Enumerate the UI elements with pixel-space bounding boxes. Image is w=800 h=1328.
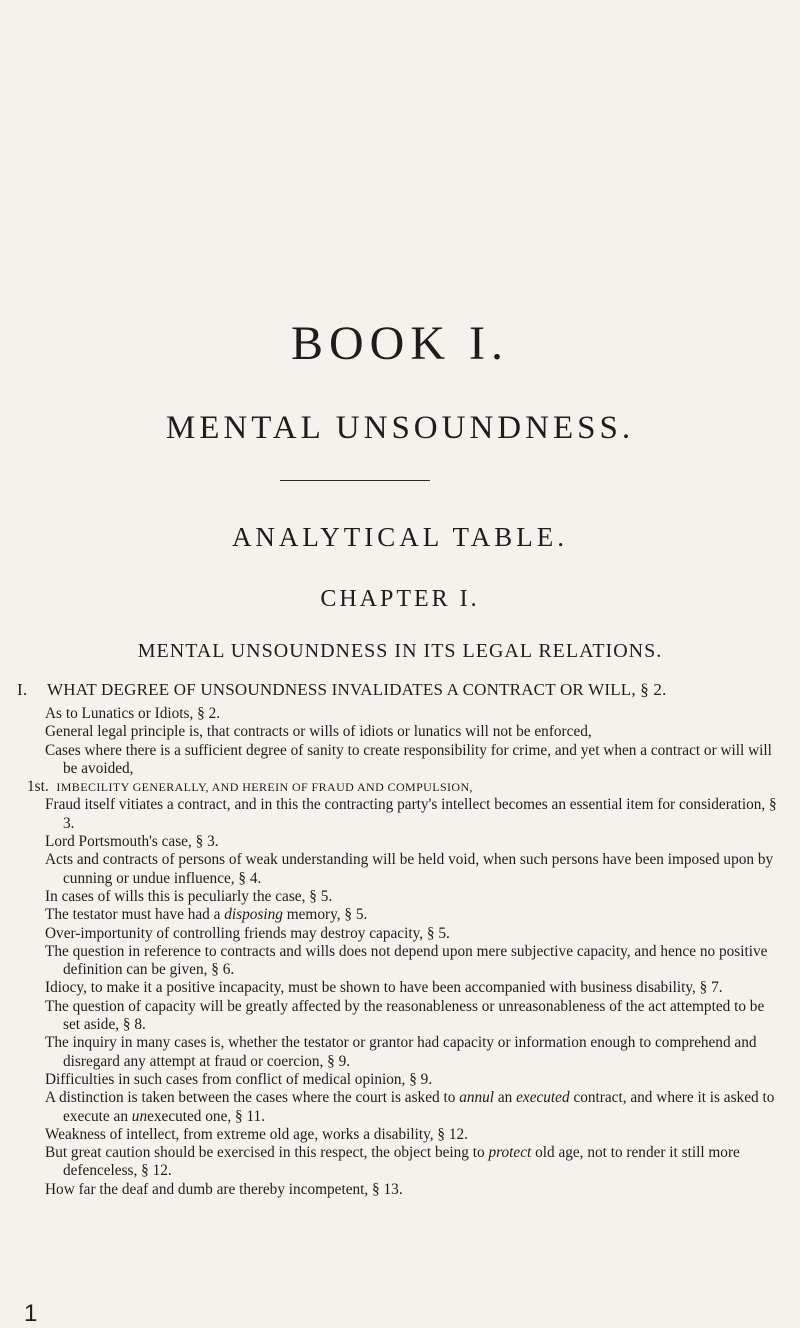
entry: Over-importunity of controlling friends may destroy capacity, § 5. <box>45 924 450 942</box>
entry: General legal principle is, that contracts or wills of idiots or lunatics will not be enforced, <box>45 723 592 741</box>
entry-list <box>27 705 785 1199</box>
page-number: 1 <box>24 1300 38 1327</box>
entry-subheading <box>27 778 785 796</box>
entry <box>45 1089 785 1126</box>
book-title: BOOK I. <box>291 317 509 370</box>
entry-text: an <box>494 1089 517 1107</box>
entry-text: A distinction is taken between the cases where the court is asked to <box>45 1089 460 1107</box>
entry-text: The testator must have had a <box>45 906 225 924</box>
entry-emphasis: annul <box>459 1089 495 1107</box>
entry: Weakness of intellect, from extreme old age, works a disability, § 12. <box>45 1125 468 1143</box>
entry-text: executed one, § 11. <box>147 1107 266 1125</box>
section-heading <box>17 680 777 700</box>
entry: Acts and contracts of persons of weak understanding will be held void, when such persons have been imposed upon by cunning or undue influence, § 4. <box>45 851 774 887</box>
entry-emphasis: protect <box>488 1144 532 1162</box>
entry <box>45 906 785 924</box>
entry-emphasis: un <box>131 1107 148 1125</box>
entry: The inquiry in many cases is, whether the testator or grantor had capacity or information enough to comprehend and disregard any attempt at fraud or coercion, § 9. <box>45 1034 757 1070</box>
subheading-prefix: 1st. <box>27 778 49 796</box>
table-title: ANALYTICAL TABLE. <box>231 522 569 552</box>
chapter-subtitle: MENTAL UNSOUNDNESS IN ITS LEGAL RELATIONS. <box>137 640 663 662</box>
subheading-text: IMBECILITY GENERALLY, AND HEREIN OF FRAUD AND COMPULSION, <box>56 780 473 795</box>
entry <box>45 1144 785 1181</box>
subject-title: MENTAL UNSOUNDNESS. <box>165 410 635 446</box>
entry: How far the deaf and dumb are thereby incompetent, § 13. <box>45 1180 403 1198</box>
entry: Lord Portsmouth's case, § 3. <box>45 833 219 851</box>
entry-emphasis: disposing <box>224 906 283 924</box>
entry: Cases where there is a sufficient degree of sanity to create responsibility for crime, and yet when a contract or will will be avoided, <box>45 741 772 777</box>
entry: The question of capacity will be greatly affected by the reasonableness or unreasonableness of the act attempted to be set aside, § 8. <box>45 997 765 1034</box>
entry: Fraud itself vitiates a contract, and in this the contracting party's intellect becomes an essential item for consideration, § 3. <box>45 796 777 832</box>
title-divider <box>280 480 430 481</box>
entry-text: contract, and where it is asked to execute an <box>63 1089 775 1125</box>
entry: Difficulties in such cases from conflict of medical opinion, § 9. <box>45 1070 433 1088</box>
section-number: I. <box>17 680 28 699</box>
entry: The question in reference to contracts and wills does not depend upon mere subjective capacity, and hence no positive definition can be given, § 6. <box>45 942 768 979</box>
chapter-title: CHAPTER I. <box>320 586 480 612</box>
entry: In cases of wills this is peculiarly the case, § 5. <box>45 887 333 905</box>
entry-text: old age, not to render it still more defenceless, § 12. <box>63 1144 740 1180</box>
entry: As to Lunatics or Idiots, § 2. <box>45 705 221 722</box>
section-title: WHAT DEGREE OF UNSOUNDNESS INVALIDATES A CONTRACT OR WILL, § 2. <box>47 680 667 699</box>
entry-text: memory, § 5. <box>282 906 368 924</box>
entry-emphasis: executed <box>516 1089 570 1107</box>
entry: Idiocy, to make it a positive incapacity, must be shown to have been accompanied with business disability, § 7. <box>45 979 723 997</box>
entry-text: But great caution should be exercised in this respect, the object being to <box>45 1144 489 1162</box>
